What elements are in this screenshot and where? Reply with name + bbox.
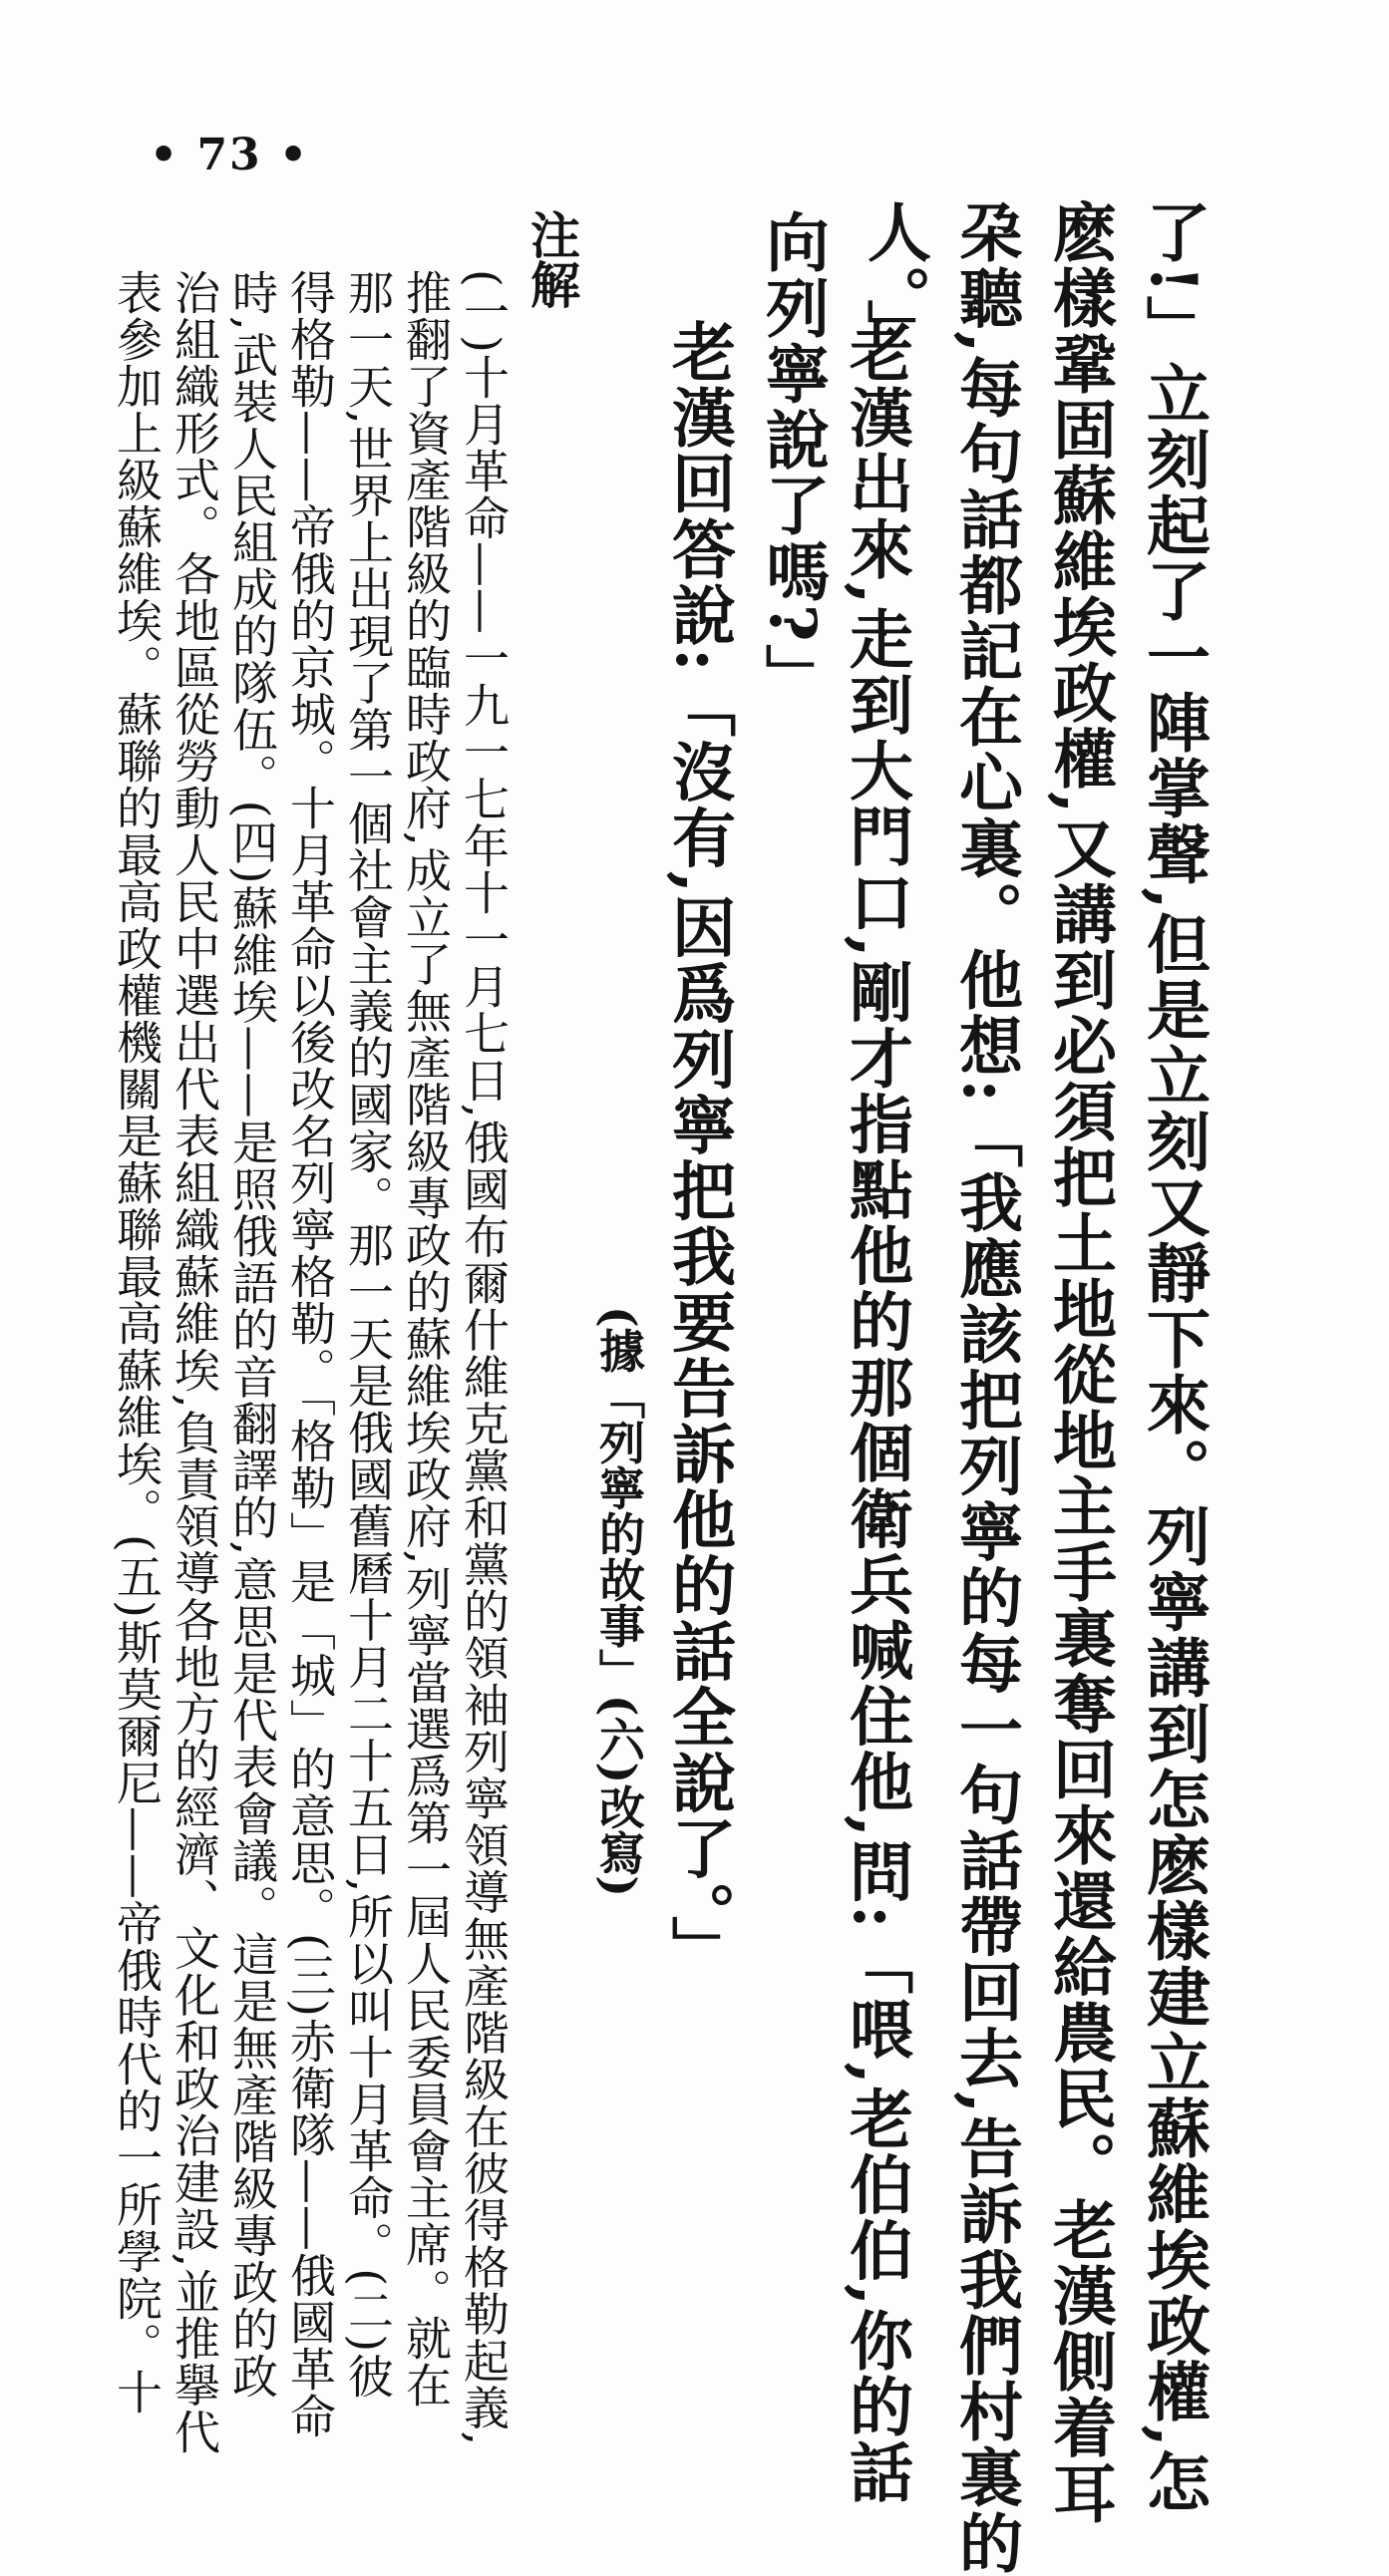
body-column-2: 麽樣鞏固蘇維埃政權,又講到必須把土地從地主手裏奪回來還給農民。老漢側着耳	[1042, 199, 1117, 2527]
body-column-7: 老漢回答說:「沒有,因爲列寧把我要告訴他的話全說了。」	[661, 319, 736, 1982]
note-column-6: 治組織形式。各地區從勞動人民中選出代表組織蘇維埃,負責領導各地方的經濟、文化和政治建設,並推擧代	[168, 269, 221, 2456]
body-column-3: 朶聽,每句話都記在心裏。他想:「我應該把列寧的每一句話帶回去,告訴我們村裏的	[948, 199, 1023, 2576]
body-column-6: 向列寧說了嗎?」	[755, 209, 830, 710]
body-column-1: 了!」立刻起了一陣掌聲,但是立刻又靜下來。列寧講到怎麽樣建立蘇維埃政權,怎	[1136, 199, 1211, 2515]
note-column-5: 時,武裝人民組成的隊伍。(四)蘇維埃——是照俄語的音翻譯的,意思是代表會議。這是無產階級專政的政	[225, 269, 279, 2401]
body-column-5: 老漢出來,走到大門口,剛才指點他的那個衛兵喊住他,問:「喂,老伯伯,你的話	[839, 319, 913, 2506]
notes-heading: 注解	[522, 209, 581, 309]
page-number: • 73 •	[150, 130, 310, 180]
note-column-2: 推翻了資產階級的臨時政府,成立了無產階級專政的蘇維埃政府,列寧當選爲第一屆人民委員會主席。就在	[399, 269, 453, 2410]
note-column-3: 那一天,世界上出現了第一個社會主義的國家。那一天是俄國舊曆十月二十五日,所以叫十月革命。(二)彼	[341, 269, 395, 2401]
note-column-4: 得格勒——帝俄的京城。十月革命以後改名列寧格勒。「格勒」是「城」的意思。(三)赤衛隊——俄國革命	[283, 269, 337, 2439]
note-column-7: 表參加上級蘇維埃。蘇聯的最高政權機關是蘇聯最高蘇維埃。(五)斯莫爾尼——帝俄時代的一所學院。十	[110, 269, 164, 2415]
source-citation: (據「列寧的故事」(六)改寫)	[592, 1306, 646, 1898]
note-column-1: (一)十月革命——一九一七年十一月七日,俄國布爾什維克黨和黨的領袖列寧領導無產階級在彼得格勒起義,	[457, 269, 511, 2447]
body-column-4: 人。」	[857, 199, 931, 365]
